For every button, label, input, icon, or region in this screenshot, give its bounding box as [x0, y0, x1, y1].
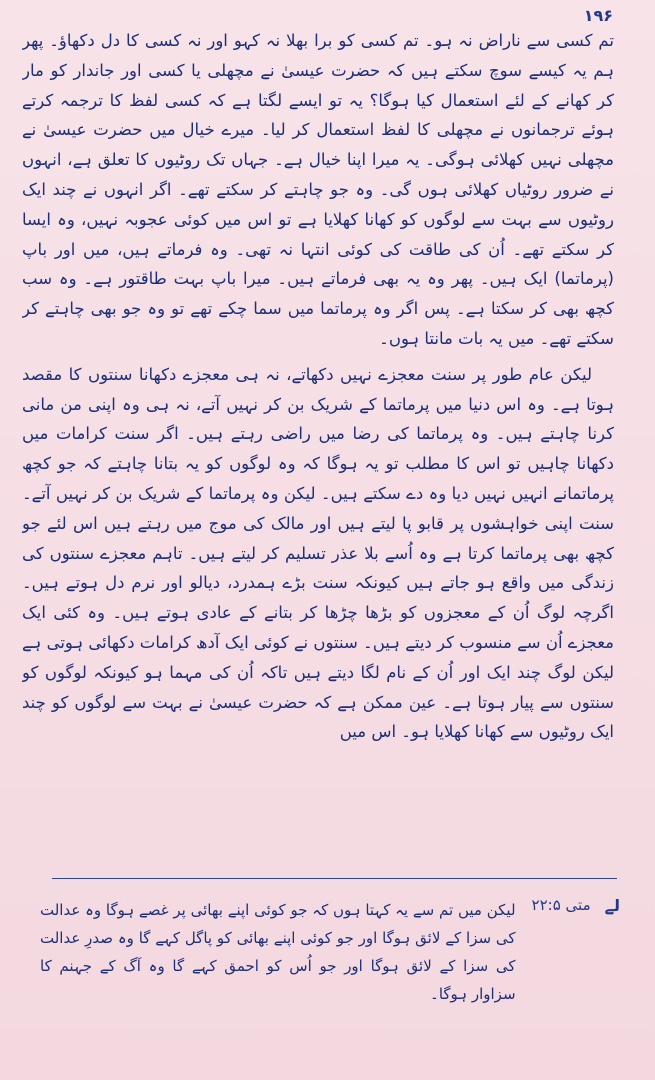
footnote-marker: لے — [604, 896, 620, 915]
footnote — [40, 896, 620, 1008]
main-text-block — [22, 26, 614, 866]
page-number: ۱۹۶ — [583, 6, 613, 25]
footnote-reference: متی ۲۲:۵ — [531, 896, 591, 914]
footnote-text: لیکن میں تم سے یہ کہتا ہوں کہ جو کوئی اپنے بھائی پر غصے ہوگا وہ عدالت کی سزا کے لائق ہوگا اور جو کوئی اپنے بھائی کو پاگل کہے گا وہ صدرِ عدالت کی سزا کے لائق ہوگا اور جو اُس کو احمق کہے گا وہ آگ کے جہنم کا سزاوار ہوگا۔ — [40, 901, 516, 1003]
paragraph-2: لیکن عام طور پر سنت معجزے نہیں دکھاتے، نہ ہی معجزے دکھانا سنتوں کا مقصد ہوتا ہے۔ وہ اس دنیا میں پرماتما کے شریک بن کر نہیں آتے، نہ ہی وہ اپنی من مانی کرنا چاہتے ہیں۔ وہ پرماتما کی رضا میں راضی رہتے ہیں۔ اگر سنت کرامات میں دکھانا چاہیں تو اس کا مطلب تو یہ ہوگا کہ وہ لوگوں کو یہ بتانا چاہتے کہ جو کچھ پرماتمانے انہیں نہیں دیا وہ دے سکتے ہیں۔ لیکن وہ پرماتما کے شریک بن کر نہیں آتے۔ سنت اپنی خواہشوں پر قابو پا لیتے ہیں اور مالک کی موج میں رہتے ہیں اس لئے جو کچھ بھی پرماتما کرتا ہے وہ اُسے بلا عذر تسلیم کر لیتے ہیں۔ تاہم معجزے سنتوں کی زندگی میں واقع ہو جاتے ہیں کیونکہ سنت بڑے ہمدرد، دیالو اور نرم دل ہوتے ہیں۔ اگرچہ لوگ اُن کے معجزوں کو بڑھا چڑھا کر بتانے کے عادی ہوتے ہیں۔ وہ کئی ایک معجزے اُن سے منسوب کر دیتے ہیں۔ سنتوں نے کوئی ایک آدھ کرامات دکھائی ہوتی ہے لیکن لوگ چند ایک اور اُن کے نام لگا دیتے ہیں تاکہ اُن کی مہما ہو کیونکہ لوگوں کو سنتوں سے پیار ہوتا ہے۔ عین ممکن ہے کہ حضرت عیسیٰ نے بہت سے لوگوں کو چند ایک روٹیوں سے کھانا کھلایا ہو۔ اس میں — [22, 364, 614, 742]
paragraph-1: تم کسی سے ناراض نہ ہو۔ تم کسی کو برا بھلا نہ کہو اور نہ کسی کا دل دکھاؤ۔ پھر ہم یہ کیسے سوچ سکتے ہیں کہ حضرت عیسیٰ نے مچھلی یا کسی اور جاندار کو مار کر کھانے کے لئے استعمال کیا ہوگا؟ یہ تو ایسے لگتا ہے کہ کسی لفظ کا ترجمہ کرتے ہوئے ترجمانوں نے مچھلی کا لفظ استعمال کر لیا۔ میرے خیال میں حضرت عیسیٰ نے مچھلی نہیں کھلائی ہوگی۔ یہ میرا اپنا خیال ہے۔ جہاں تک روٹیوں کا تعلق ہے، انہوں نے ضرور روٹیاں کھلائی ہوں گی۔ وہ جو چاہتے کر سکتے تھے۔ اگر انہوں نے چند ایک روٹیوں سے بہت سے لوگوں کو کھانا کھلایا ہے تو اس میں کوئی عجوبہ نہیں، وہ ایسا کر سکتے تھے۔ اُن کی طاقت کی کوئی انتہا نہ تھی۔ وہ فرماتے ہیں، میں اور باپ (پرماتما) ایک ہیں۔ پھر وہ یہ بھی فرماتے ہیں۔ میرا باپ بہت طاقتور ہے۔ وہ سب کچھ بھی کر سکتا ہے۔ پس اگر وہ پرماتما میں سما چکے تھے تو وہ جو بھی چاہتے کر سکتے تھے۔ میں یہ بات مانتا ہوں۔ — [22, 31, 614, 348]
footnote-divider — [52, 878, 617, 879]
